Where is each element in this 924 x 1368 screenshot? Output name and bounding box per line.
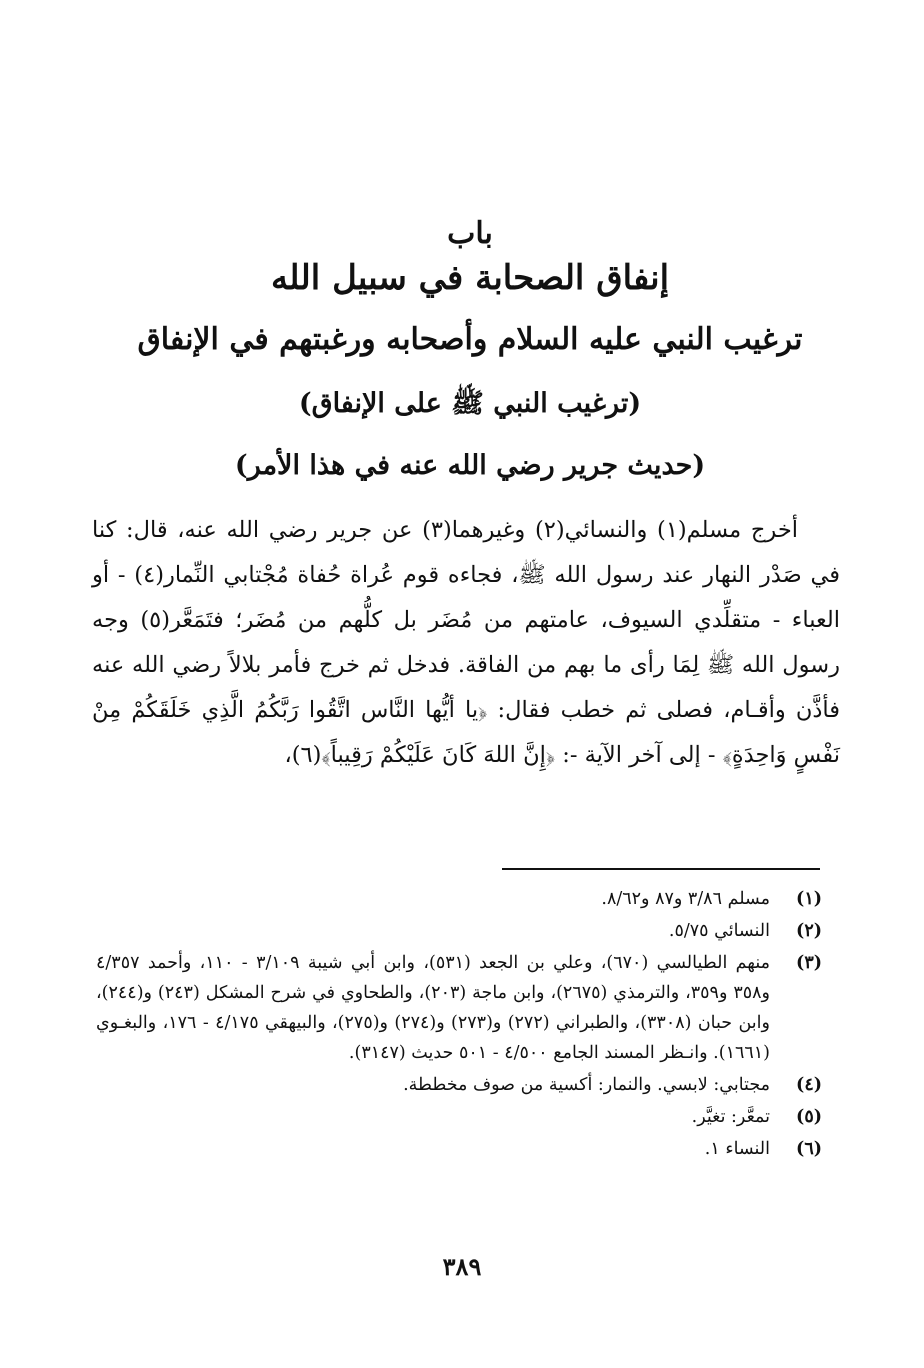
section-title: (ترغيب النبي ﷺ على الإنفاق) xyxy=(298,388,642,419)
footnote-item xyxy=(96,1070,822,1100)
footnote-text: النسائي ٥/٧٥. xyxy=(668,921,770,941)
footnote-number: (٤) xyxy=(796,1075,822,1095)
footnote-item xyxy=(96,1134,822,1164)
footnote-text: تمعَّر: تغيَّر. xyxy=(691,1107,770,1127)
footnote-item xyxy=(96,1102,822,1132)
footnote-number: (٦) xyxy=(796,1139,822,1159)
hadith-title: (حديث جرير رضي الله عنه في هذا الأمر) xyxy=(234,450,706,481)
chapter-title: إنفاق الصحابة في سبيل الله xyxy=(270,258,670,298)
footnote-text: مسلم ٣/٨٦ و٨٧ و٨/٦٢. xyxy=(601,889,770,909)
main-text xyxy=(92,508,840,778)
body-paragraph: أخرج مسلم(١) والنسائي(٢) وغيرهما(٣) عن جرير رضي الله عنه، قال: كنا في صَدْر النهار عند رسول الله ﷺ، فجاءه قوم عُراة حُفاة مُجْتابي النِّمار(٤) - أو العباء - متقلِّدي السيوف، عامتهم من مُضَر بل كلُّهم من مُضَر؛ فتَمَعَّر(٥) وجه رسول الله ﷺ لِمَا رأى ما بهم من الفاقة. فدخل ثم خرج فأمر بلالاً رضي الله عنه فأذَّن وأقـام، فصلى ثم خطب فقال: ﴿يا أيُّها النَّاس اتَّقُوا رَبَّكُمُ الَّذِي خَلَقَكُمْ مِنْ نَفْسٍ وَاحِدَةٍ﴾ - إلى آخر الآية -: ﴿إِنَّ اللهَ كَانَ عَلَيْكُمْ رَقِيباً﴾(٦)، xyxy=(92,517,840,768)
bab-heading: باب xyxy=(447,216,493,251)
footnote-text: مجتابي: لابسي. والنمار: أكسية من صوف مخططة. xyxy=(403,1075,770,1095)
page-number: ٣٨٩ xyxy=(442,1252,482,1281)
chapter-headings xyxy=(100,214,840,486)
footnote-text: منهم الطيالسي (٦٧٠)، وعلي بن الجعد (٥٣١)، وابن أبي شيبة ٣/١٠٩ - ١١٠، وأحمد ٤/٣٥٧ و٣٥٨ و٣٥٩، والترمذي (٢٦٧٥)، وابن ماجة (٢٠٣)، والطحاوي في شرح المشكل (٢٤٣) و(٢٤٤)، وابن حبان (٣٣٠٨)، والطبراني (٢٧٢) و(٢٧٣) و(٢٧٤) و(٢٧٥)، والبيهقي ٤/١٧٥ - ١٧٦، والبغـوي (١٦٦١). وانـظر المسند الجامع ٤/٥٠٠ - ٥٠١ حديث (٣١٤٧). xyxy=(96,953,771,1063)
footnote-text: النساء ١. xyxy=(704,1139,770,1159)
footnote-number: (٢) xyxy=(796,921,822,941)
footnote-item xyxy=(96,948,822,1068)
footnote-number: (٥) xyxy=(796,1107,822,1127)
footnote-number: (٣) xyxy=(796,953,822,973)
footnote-item xyxy=(96,916,822,946)
footnotes xyxy=(96,884,822,1166)
footnote-separator xyxy=(502,868,820,870)
footnote-number: (١) xyxy=(796,889,822,909)
chapter-subtitle: ترغيب النبي عليه السلام وأصحابه ورغبتهم في الإنفاق xyxy=(137,322,803,357)
footnote-item xyxy=(96,884,822,914)
